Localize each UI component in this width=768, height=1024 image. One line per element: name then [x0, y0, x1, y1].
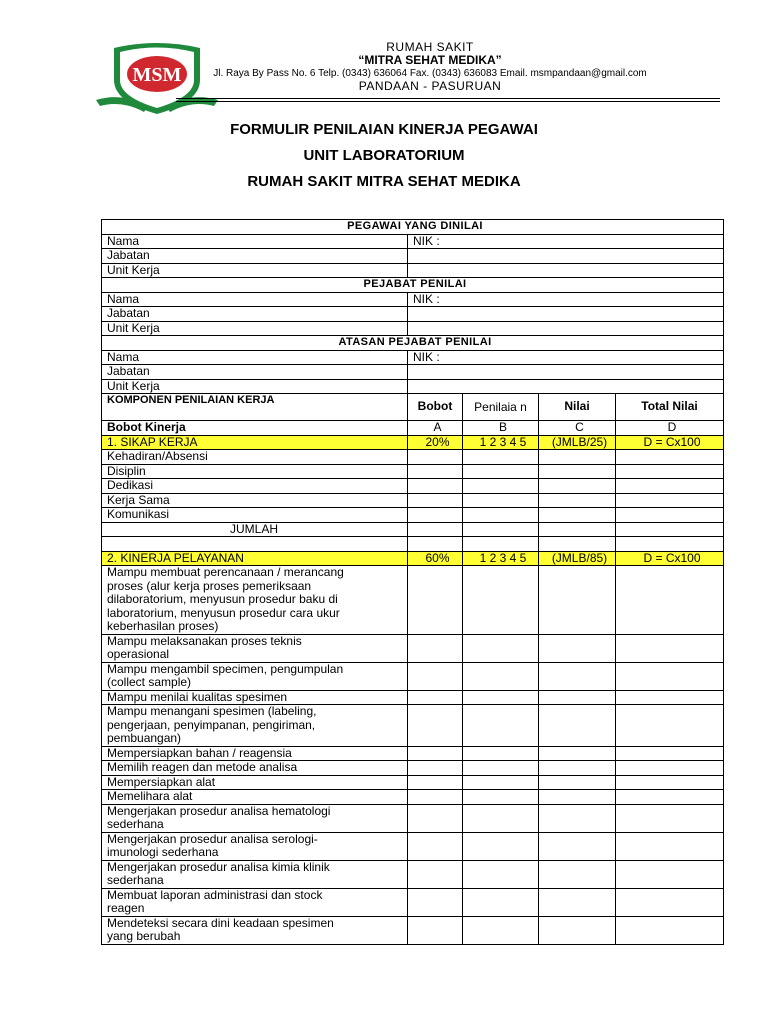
criterion-label — [102, 746, 408, 761]
spacer-cell — [102, 537, 408, 552]
score-cell[interactable] — [408, 775, 463, 790]
nilai-formula: (JMLB/85) — [539, 551, 616, 566]
score-cell[interactable] — [616, 832, 724, 860]
score-cell[interactable] — [408, 493, 463, 508]
table-row — [102, 450, 724, 465]
criterion-line: operasional — [107, 647, 170, 661]
score-cell[interactable] — [463, 860, 539, 888]
header-rule — [176, 101, 720, 102]
criterion-line: Mempersiapkan bahan / reagensia — [107, 746, 292, 760]
score-cell[interactable] — [408, 508, 463, 523]
score-cell[interactable] — [408, 662, 463, 690]
score-cell[interactable] — [616, 761, 724, 776]
field-value[interactable] — [408, 321, 724, 336]
hospital-name: “MITRA SEHAT MEDIKA” — [358, 53, 502, 67]
score-cell[interactable] — [463, 705, 539, 747]
kinerja-pelayanan-items — [102, 566, 724, 945]
criterion-label: Dedikasi — [102, 479, 408, 494]
field-label: Nama — [102, 234, 408, 249]
score-cell[interactable] — [616, 464, 724, 479]
score-cell[interactable] — [408, 888, 463, 916]
criterion-line: Memilih reagen dan metode analisa — [107, 760, 298, 774]
column-header-penilaian: Penilaia n — [463, 394, 539, 421]
table-row — [102, 832, 724, 860]
criterion-line: Mempersiapkan alat — [107, 775, 216, 789]
score-cell[interactable] — [539, 493, 616, 508]
criterion-label — [102, 804, 408, 832]
score-cell[interactable] — [408, 860, 463, 888]
criterion-label — [102, 916, 408, 944]
logo-text: MSM — [132, 64, 182, 86]
field-value[interactable] — [408, 307, 724, 322]
criterion-label — [102, 888, 408, 916]
score-cell[interactable] — [539, 761, 616, 776]
score-cell[interactable] — [408, 832, 463, 860]
score-cell[interactable] — [539, 634, 616, 662]
field-label: Nama — [102, 292, 408, 307]
field-label: Unit Kerja — [102, 379, 408, 394]
criterion-line: Mampu mengambil specimen, pengumpulan — [107, 662, 344, 676]
score-cell[interactable] — [408, 705, 463, 747]
score-cell[interactable] — [463, 690, 539, 705]
form-hospital-title: RUMAH SAKIT MITRA SEHAT MEDIKA — [247, 173, 521, 190]
assessment-form-table — [101, 219, 724, 945]
score-cell[interactable] — [463, 450, 539, 465]
criterion-line: Mampu menangani spesimen (labeling, — [107, 704, 317, 718]
total-formula: D = Cx100 — [616, 551, 724, 566]
score-cell[interactable] — [539, 832, 616, 860]
score-cell[interactable] — [539, 860, 616, 888]
criterion-label — [102, 775, 408, 790]
sikap-kerja-items — [102, 450, 724, 523]
section-heading: PEJABAT PENILAI — [102, 278, 724, 293]
table-row — [102, 634, 724, 662]
field-label: Unit Kerja — [102, 263, 408, 278]
criterion-line: Memelihara alat — [107, 789, 193, 803]
score-cell[interactable] — [463, 746, 539, 761]
table-row — [102, 775, 724, 790]
score-cell[interactable] — [463, 634, 539, 662]
criterion-line: Mengerjakan prosedur analisa serologi- — [107, 832, 318, 846]
score-cell[interactable] — [539, 916, 616, 944]
score-cell[interactable] — [616, 566, 724, 635]
score-cell[interactable] — [616, 493, 724, 508]
criterion-line: pembuangan) — [107, 731, 182, 745]
rating-scale: 1 2 3 4 5 — [463, 551, 539, 566]
field-label: Unit Kerja — [102, 321, 408, 336]
table-row — [102, 566, 724, 635]
field-label: Nama — [102, 350, 408, 365]
score-cell[interactable] — [463, 888, 539, 916]
criterion-line: sederhana — [107, 873, 164, 887]
criterion-label — [102, 761, 408, 776]
hospital-type: RUMAH SAKIT — [386, 40, 474, 54]
score-cell[interactable] — [539, 479, 616, 494]
score-cell[interactable] — [539, 775, 616, 790]
score-cell[interactable] — [616, 746, 724, 761]
score-cell[interactable] — [408, 566, 463, 635]
column-header-total: Total Nilai — [616, 394, 724, 421]
score-cell[interactable] — [408, 522, 463, 537]
table-row — [102, 804, 724, 832]
hospital-address: Jl. Raya By Pass No. 6 Telp. (0343) 636064 Fax. (0343) 636083 Email. msmpandaan@gmail.com — [213, 68, 647, 79]
score-cell[interactable] — [408, 634, 463, 662]
criterion-line: Mampu menilai kualitas spesimen — [107, 690, 288, 704]
score-cell[interactable] — [616, 508, 724, 523]
bobot-value: 60% — [408, 551, 463, 566]
score-cell[interactable] — [539, 522, 616, 537]
score-cell[interactable] — [616, 690, 724, 705]
score-cell[interactable] — [463, 832, 539, 860]
score-cell[interactable] — [539, 746, 616, 761]
score-cell[interactable] — [616, 450, 724, 465]
nik-field[interactable]: NIK : — [408, 350, 724, 365]
score-cell[interactable] — [463, 761, 539, 776]
total-formula: D = Cx100 — [616, 435, 724, 450]
criterion-label: Kehadiran/Absensi — [102, 450, 408, 465]
criterion-line: yang berubah — [107, 929, 181, 943]
score-cell[interactable] — [463, 464, 539, 479]
criterion-line: imunologi sederhana — [107, 845, 219, 859]
criterion-line: Mengerjakan prosedur analisa kimia klinik — [107, 860, 330, 874]
field-label: Jabatan — [102, 249, 408, 264]
score-cell[interactable] — [408, 761, 463, 776]
table-row — [102, 508, 724, 523]
form-unit-title: UNIT LABORATORIUM — [303, 147, 465, 164]
criterion-label — [102, 690, 408, 705]
criterion-label — [102, 705, 408, 747]
bobot-kinerja-label: Bobot Kinerja — [102, 421, 408, 436]
column-header-bobot: Bobot — [408, 394, 463, 421]
nik-field[interactable]: NIK : — [408, 234, 724, 249]
score-cell[interactable] — [408, 690, 463, 705]
table-row — [102, 888, 724, 916]
section-kinerja-pelayanan: 2. KINERJA PELAYANAN — [102, 551, 408, 566]
criterion-label: Kerja Sama — [102, 493, 408, 508]
score-cell[interactable] — [539, 450, 616, 465]
criterion-line: (collect sample) — [107, 675, 192, 689]
score-cell[interactable] — [616, 634, 724, 662]
criterion-line: Mampu membuat perencanaan / merancang — [107, 565, 344, 579]
rating-scale: 1 2 3 4 5 — [463, 435, 539, 450]
hospital-location: PANDAAN - PASURUAN — [358, 79, 502, 93]
score-cell[interactable] — [616, 888, 724, 916]
criterion-line: Mengerjakan prosedur analisa hematologi — [107, 804, 331, 818]
criterion-label — [102, 662, 408, 690]
column-header-nilai: Nilai — [539, 394, 616, 421]
score-cell[interactable] — [616, 662, 724, 690]
score-cell[interactable] — [463, 916, 539, 944]
score-cell[interactable] — [539, 508, 616, 523]
score-cell[interactable] — [616, 705, 724, 747]
score-cell[interactable] — [616, 479, 724, 494]
score-cell[interactable] — [539, 705, 616, 747]
section-sikap-kerja: 1. SIKAP KERJA — [102, 435, 408, 450]
table-row — [102, 479, 724, 494]
score-cell[interactable] — [463, 508, 539, 523]
criterion-label: Disiplin — [102, 464, 408, 479]
column-letter: C — [539, 421, 616, 436]
nilai-formula: (JMLB/25) — [539, 435, 616, 450]
field-label: Jabatan — [102, 365, 408, 380]
criterion-label: Komunikasi — [102, 508, 408, 523]
spacer-cell — [408, 537, 463, 552]
score-cell[interactable] — [539, 804, 616, 832]
criterion-line: dilaboratorium, menyusun prosedur baku di — [107, 592, 338, 606]
score-cell[interactable] — [463, 790, 539, 805]
table-row — [102, 761, 724, 776]
score-cell[interactable] — [539, 790, 616, 805]
column-letter: D — [616, 421, 724, 436]
table-row — [102, 746, 724, 761]
score-cell[interactable] — [408, 804, 463, 832]
table-row — [102, 790, 724, 805]
criterion-label — [102, 566, 408, 635]
score-cell[interactable] — [539, 464, 616, 479]
spacer-cell — [539, 537, 616, 552]
spacer-cell — [616, 537, 724, 552]
score-cell[interactable] — [463, 522, 539, 537]
score-cell[interactable] — [463, 804, 539, 832]
section-heading: PEGAWAI YANG DINILAI — [102, 220, 724, 235]
score-cell[interactable] — [616, 775, 724, 790]
form-title: FORMULIR PENILAIAN KINERJA PEGAWAI — [230, 121, 538, 138]
score-cell[interactable] — [408, 479, 463, 494]
column-letter: A — [408, 421, 463, 436]
score-cell[interactable] — [408, 916, 463, 944]
score-cell[interactable] — [539, 566, 616, 635]
score-cell[interactable] — [616, 522, 724, 537]
table-row — [102, 690, 724, 705]
spacer-cell — [463, 537, 539, 552]
criterion-line: proses (alur kerja proses pemeriksaan — [107, 578, 312, 593]
score-cell[interactable] — [539, 888, 616, 916]
column-header-komponen: KOMPONEN PENILAIAN KERJA — [102, 394, 408, 421]
criterion-line: Mendeteksi secara dini keadaan spesimen — [107, 916, 334, 930]
field-value[interactable] — [408, 365, 724, 380]
jumlah-label: JUMLAH — [102, 522, 408, 537]
criterion-line: keberhasilan proses) — [107, 619, 219, 633]
table-row — [102, 662, 724, 690]
criterion-line: laboratorium, menyusun prosedur cara ukur — [107, 605, 340, 620]
criterion-line: pengerjaan, penyimpanan, pengiriman, — [107, 717, 316, 732]
criterion-line: reagen — [107, 901, 145, 915]
bobot-value: 20% — [408, 435, 463, 450]
table-row — [102, 860, 724, 888]
section-heading: ATASAN PEJABAT PENILAI — [102, 336, 724, 351]
score-cell[interactable] — [616, 860, 724, 888]
criterion-label — [102, 790, 408, 805]
score-cell[interactable] — [539, 690, 616, 705]
column-letter: B — [463, 421, 539, 436]
score-cell[interactable] — [539, 662, 616, 690]
score-cell[interactable] — [616, 790, 724, 805]
score-cell[interactable] — [463, 479, 539, 494]
table-row — [102, 916, 724, 944]
score-cell[interactable] — [463, 566, 539, 635]
score-cell[interactable] — [616, 804, 724, 832]
score-cell[interactable] — [463, 662, 539, 690]
field-value[interactable] — [408, 263, 724, 278]
criterion-line: Membuat laporan administrasi dan stock — [107, 888, 323, 902]
score-cell[interactable] — [408, 746, 463, 761]
score-cell[interactable] — [408, 464, 463, 479]
score-cell[interactable] — [463, 493, 539, 508]
table-row — [102, 464, 724, 479]
field-label: Jabatan — [102, 307, 408, 322]
header-rule — [176, 98, 720, 99]
field-value[interactable] — [408, 249, 724, 264]
field-value[interactable] — [408, 379, 724, 394]
criterion-label — [102, 860, 408, 888]
score-cell[interactable] — [463, 775, 539, 790]
table-row — [102, 705, 724, 747]
criterion-label — [102, 832, 408, 860]
nik-field[interactable]: NIK : — [408, 292, 724, 307]
criterion-line: sederhana — [107, 817, 164, 831]
criterion-label — [102, 634, 408, 662]
score-cell[interactable] — [616, 916, 724, 944]
table-row — [102, 493, 724, 508]
criterion-line: Mampu melaksanakan proses teknis — [107, 634, 302, 648]
score-cell[interactable] — [408, 790, 463, 805]
score-cell[interactable] — [408, 450, 463, 465]
